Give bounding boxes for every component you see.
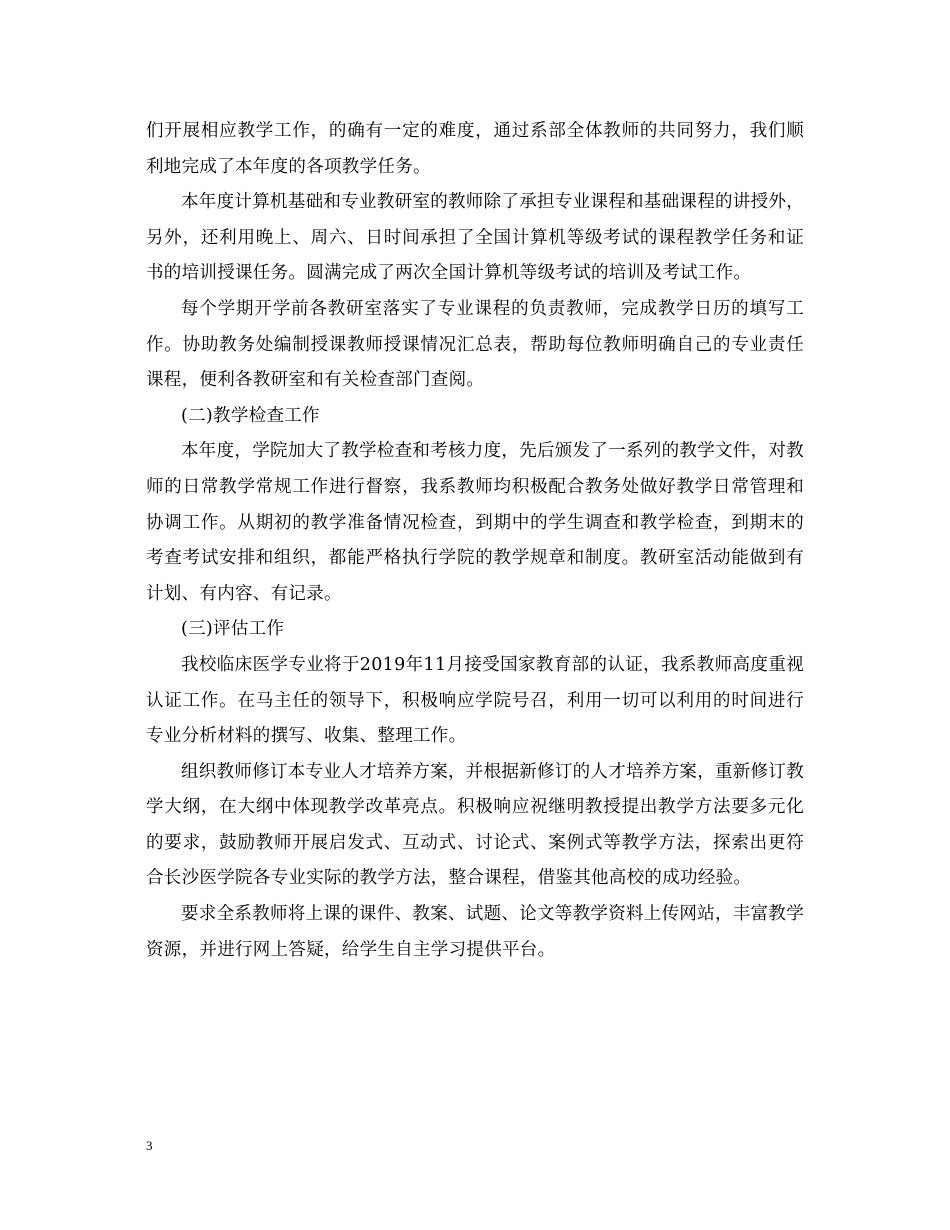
body-paragraph-4: 本年度，学院加大了教学检查和考核力度，先后颁发了一系列的教学文件，对教师的日常教学常规工作进行督察，我系教师均积极配合教务处做好教学日常管理和协调工作。从期初的教学准备情况检查，到期中的学生调查和教学检查，到期末的考查考试安排和组织，都能严格执行学院的教学规章和制度。教研室活动能做到有计划、有内容、有记录。 — [146, 441, 804, 604]
body-paragraph-1: 们开展相应教学工作，的确有一定的难度，通过系部全体教师的共同努力，我们顺利地完成了本年度的各项教学任务。 — [146, 121, 804, 177]
page-number: 3 — [146, 1138, 153, 1153]
section-heading-teaching-inspection: (二)教学检查工作 — [181, 405, 320, 426]
body-paragraph-7: 要求全系教师将上课的课件、教案、试题、论文等教学资料上传网站，丰富教学资源，并进行网上答疑，给学生自主学习提供平台。 — [146, 904, 804, 960]
body-paragraph-5: 我校临床医学专业将于2019年11月接受国家教育部的认证，我系教师高度重视认证工作。在马主任的领导下，积极响应学院号召，利用一切可以利用的时间进行专业分析材料的撰写、收集、整理工作。 — [146, 654, 804, 747]
body-paragraph-3: 每个学期开学前各教研室落实了专业课程的负责教师，完成教学日历的填写工作。协助教务处编制授课教师授课情况汇总表，帮助每位教师明确自己的专业责任课程，便利各教研室和有关检查部门查阅。 — [146, 298, 804, 391]
body-paragraph-2: 本年度计算机基础和专业教研室的教师除了承担专业课程和基础课程的讲授外，另外，还利用晚上、周六、日时间承担了全国计算机等级考试的课程教学任务和证书的培训授课任务。圆满完成了两次全国计算机等级考试的培训及考试工作。 — [146, 192, 804, 284]
document-body — [146, 114, 804, 968]
section-heading-evaluation: (三)评估工作 — [181, 619, 285, 640]
body-paragraph-6: 组织教师修订本专业人才培养方案，并根据新修订的人才培养方案，重新修订教学大纲，在大纲中体现教学改革亮点。积极响应祝继明教授提出教学方法要多元化的要求，鼓励教师开展启发式、互动式、讨论式、案例式等教学方法，探索出更符合长沙医学院各专业实际的教学方法，整合课程，借鉴其他高校的成功经验。 — [146, 761, 804, 889]
